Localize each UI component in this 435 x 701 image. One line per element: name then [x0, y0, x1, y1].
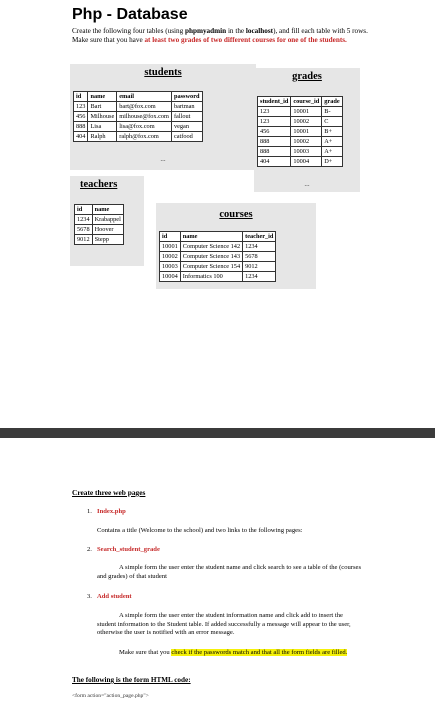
grades-row — [258, 147, 343, 157]
grades-cell: A+ — [322, 137, 342, 147]
students-cell: fallout — [171, 112, 202, 122]
courses-cell: Informatics 100 — [180, 272, 242, 282]
courses-row — [160, 262, 276, 272]
teachers-row — [75, 235, 124, 245]
intro-text-3: ), and fill each table with 5 rows. Make sure that you have — [72, 27, 368, 44]
students-cell: ralph@fox.com — [117, 132, 172, 142]
courses-cell: 1234 — [243, 242, 276, 252]
students-row — [74, 122, 203, 132]
teachers-column-header: id — [75, 205, 93, 215]
courses-row — [160, 242, 276, 252]
teachers-cell: Hoover — [92, 225, 123, 235]
courses-column-header: teacher_id — [243, 232, 276, 242]
teachers-row — [75, 215, 124, 225]
courses-column-header: id — [160, 232, 181, 242]
item-3-title: Add student — [97, 593, 132, 600]
grades-header-row — [258, 97, 343, 107]
grades-table — [257, 96, 343, 167]
courses-column-header: name — [180, 232, 242, 242]
note-highlight: check if the passwords match and that all the form fields are filled. — [171, 649, 348, 656]
item-3-number: 3. — [87, 593, 92, 600]
grades-cell: 123 — [258, 107, 291, 117]
page-separator — [0, 428, 435, 438]
students-column-header: password — [171, 92, 202, 102]
students-cell: Milhouse — [88, 112, 117, 122]
students-cell: catfood — [171, 132, 202, 142]
item-1-desc: Contains a title (Welcome to the school) and two links to the following pages: — [97, 527, 303, 534]
grades-row — [258, 157, 343, 167]
students-cell: 888 — [74, 122, 88, 132]
intro-red-text: at least two grades of two different courses for one of the students. — [144, 36, 347, 44]
students-more-rows: ... — [160, 155, 166, 163]
item-1-number: 1. — [87, 508, 92, 515]
intro-paragraph — [72, 27, 372, 45]
page-title: Php - Database — [72, 6, 188, 23]
grades-title: grades — [292, 71, 322, 82]
grades-cell: 10004 — [291, 157, 322, 167]
grades-cell: 456 — [258, 127, 291, 137]
grades-panel — [254, 68, 360, 192]
grades-column-header: grade — [322, 97, 342, 107]
intro-text-2: in the — [226, 27, 246, 35]
students-title: students — [144, 67, 182, 78]
students-cell: Lisa — [88, 122, 117, 132]
teachers-column-header: name — [92, 205, 123, 215]
students-cell: lisa@fox.com — [117, 122, 172, 132]
courses-table — [159, 231, 276, 282]
grades-cell: 123 — [258, 117, 291, 127]
grades-cell: B- — [322, 107, 342, 117]
grades-column-header: student_id — [258, 97, 291, 107]
students-cell: Ralph — [88, 132, 117, 142]
students-cell: Bart — [88, 102, 117, 112]
grades-cell: A+ — [322, 147, 342, 157]
form-code-line: <form action="action_page.php"> — [72, 693, 149, 699]
form-code-heading: The following is the form HTML code: — [72, 676, 191, 684]
grades-more-rows: ... — [304, 180, 310, 188]
students-header-row — [74, 92, 203, 102]
teachers-title: teachers — [80, 179, 118, 190]
students-row — [74, 112, 203, 122]
grades-cell: 888 — [258, 147, 291, 157]
note-paragraph — [97, 649, 362, 658]
grades-cell: D+ — [322, 157, 342, 167]
teachers-header-row — [75, 205, 124, 215]
courses-cell: 10004 — [160, 272, 181, 282]
item-3-desc: A simple form the user enter the student information name and click add to insert the student information to the Student table. If added successfully a message will appear to the user, otherwise the user is notified with an error message. — [97, 612, 351, 636]
item-2-title: Search_student_grade — [97, 546, 160, 553]
students-cell: bart@fox.com — [117, 102, 172, 112]
item-2-number: 2. — [87, 546, 92, 553]
grades-row — [258, 127, 343, 137]
grades-cell: B+ — [322, 127, 342, 137]
grades-cell: 10001 — [291, 107, 322, 117]
students-column-header: email — [117, 92, 172, 102]
courses-header-row — [160, 232, 276, 242]
teachers-cell: 5678 — [75, 225, 93, 235]
courses-cell: Computer Science 154 — [180, 262, 242, 272]
grades-cell: 10002 — [291, 137, 322, 147]
grades-cell: 888 — [258, 137, 291, 147]
courses-cell: 1234 — [243, 272, 276, 282]
courses-title: courses — [219, 209, 253, 220]
students-cell: vegan — [171, 122, 202, 132]
students-cell: 404 — [74, 132, 88, 142]
courses-cell: 5678 — [243, 252, 276, 262]
students-panel — [70, 64, 256, 170]
grades-cell: C — [322, 117, 342, 127]
courses-cell: 10003 — [160, 262, 181, 272]
teachers-row — [75, 225, 124, 235]
item-1-title: Index.php — [97, 508, 126, 515]
students-column-header: id — [74, 92, 88, 102]
grades-cell: 404 — [258, 157, 291, 167]
item-2-desc: A simple form the user enter the student name and click search to see a table of the (courses and grades) of that student — [97, 564, 362, 580]
courses-cell: 10001 — [160, 242, 181, 252]
document-page-2 — [0, 438, 435, 700]
courses-panel — [156, 203, 316, 289]
grades-row — [258, 117, 343, 127]
students-cell: 123 — [74, 102, 88, 112]
courses-cell: Computer Science 143 — [180, 252, 242, 262]
intro-text-1: Create the following four tables (using — [72, 27, 185, 35]
teachers-cell: 9012 — [75, 235, 93, 245]
courses-cell: Computer Science 142 — [180, 242, 242, 252]
teachers-panel — [70, 176, 144, 266]
grades-row — [258, 137, 343, 147]
teachers-cell: 1234 — [75, 215, 93, 225]
intro-bold-2: localhost — [245, 27, 274, 35]
grades-row — [258, 107, 343, 117]
grades-cell: 10003 — [291, 147, 322, 157]
teachers-table — [74, 204, 124, 245]
intro-bold-1: phpmyadmin — [184, 27, 227, 35]
section-heading: Create three web pages — [72, 488, 146, 497]
students-cell: milhouse@fox.com — [117, 112, 172, 122]
students-row — [74, 132, 203, 142]
courses-cell: 10002 — [160, 252, 181, 262]
students-cell: 456 — [74, 112, 88, 122]
grades-cell: 10002 — [291, 117, 322, 127]
courses-row — [160, 272, 276, 282]
students-table — [73, 91, 203, 142]
teachers-cell: Krabappel — [92, 215, 123, 225]
note-text: Make sure that you — [119, 649, 172, 656]
students-row — [74, 102, 203, 112]
courses-row — [160, 252, 276, 262]
grades-cell: 10001 — [291, 127, 322, 137]
students-column-header: name — [88, 92, 117, 102]
teachers-cell: Stepp — [92, 235, 123, 245]
students-cell: bartman — [171, 102, 202, 112]
courses-cell: 9012 — [243, 262, 276, 272]
grades-column-header: course_id — [291, 97, 322, 107]
